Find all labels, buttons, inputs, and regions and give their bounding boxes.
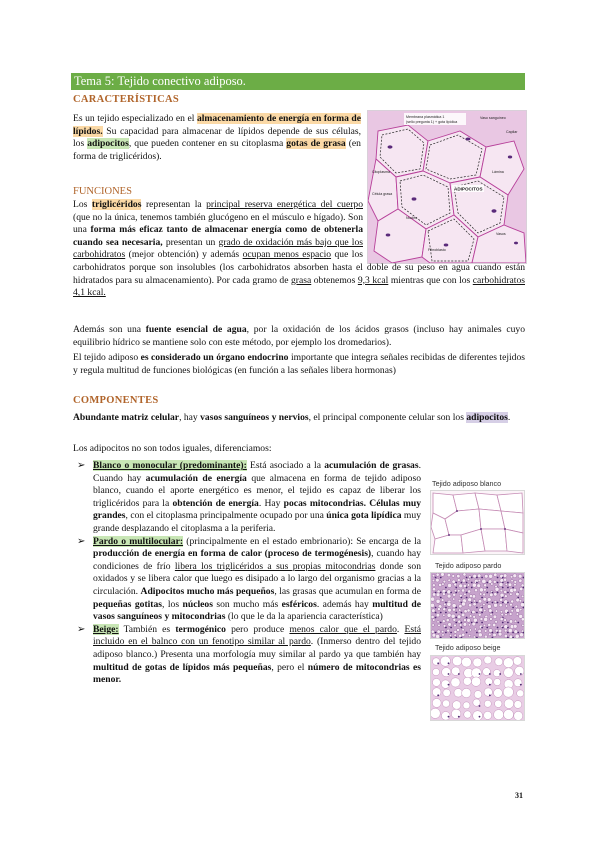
brown-adipose-label: Tejido adiposo pardo	[435, 561, 502, 570]
chapter-title: Tema 5: Tejido conectivo adiposo.	[74, 74, 246, 88]
svg-text:Vasos: Vasos	[496, 232, 506, 236]
beige-adipose-micrograph	[430, 655, 525, 721]
svg-text:ADIPOCITOS: ADIPOCITOS	[454, 186, 483, 192]
componentes-paragraph-2: Los adipocitos no son todos iguales, diferenciamos:	[73, 443, 272, 454]
componentes-paragraph-1: Abundante matriz celular, hay vasos sanguíneos y nervios, el principal componente celular son los adipocitos.	[73, 412, 511, 423]
svg-text:Vaso sanguíneo: Vaso sanguíneo	[480, 116, 506, 120]
svg-text:Célula grasa: Célula grasa	[372, 192, 393, 196]
caracteristicas-paragraph: Es un tejido especializado en el almacenamiento de energía en forma de lípidos. Su capacidad para almacenar de lípidos depende de sus células, los adipocitos, que pueden contener en su citoplasma gotas de grasa (en forma de triglicéridos).	[73, 113, 362, 162]
componentes-title: COMPONENTES	[73, 395, 159, 406]
funciones-paragraph-2: Además son una fuente esencial de agua, por la oxidación de los ácidos grasos (incluso hay animales cuyo equilibrio hídrico se mantiene solo con este método, por ejemplo los dromedarios).	[73, 324, 525, 348]
brown-adipose-micrograph	[430, 572, 525, 639]
adipocyte-types-list	[73, 460, 421, 687]
caracteristicas-title: CARACTERÍSTICAS	[73, 94, 180, 105]
list-item-beige: ➢ Beige: También es termogénico pero produce menos calor que el pardo. Está incluido en el balnco con un fenotipo similar al pardo. (Inmerso dentro del tejido adiposo blanco.) Presenta una morfología muy similar al pardo ya que también hay multitud de gotas de lípidos más pequeñas, pero el número de mitocondrias es menor.	[77, 623, 421, 686]
chapter-header	[71, 73, 525, 90]
svg-text:Membrana plasmática 1: Membrana plasmática 1	[406, 115, 445, 119]
white-adipose-micrograph	[430, 490, 525, 555]
svg-text:Lámina: Lámina	[492, 170, 504, 174]
svg-text:Citoplasma: Citoplasma	[372, 170, 390, 174]
page-number: 31	[515, 791, 523, 800]
funciones-paragraph-3: El tejido adiposo es considerado un órgano endocrino importante que integra señales recibidas de diferentes tejidos y regula multitud de funciones biológicas (en función a las señales libera hormonas)	[73, 352, 525, 376]
svg-text:Capilar: Capilar	[506, 130, 518, 134]
list-item-blanco: ➢ Blanco o monocular (predominante): Está asociado a la acumulación de grasas. Cuando hay acumulación de energía que almacena en forma de tejido adiposo blanco, cuando el aporte energético es menor, el tejido es capaz de liberar los triglicéridos para la obtención de energía. Hay pocas mitocondrias. Células muy grandes, con el citoplasma principalmente ocupado por una única gota lipídica muy grande desplazando el citoplasma a la periferia.	[77, 460, 422, 534]
white-adipose-label: Tejido adiposo blanco	[432, 479, 502, 488]
svg-text:Fibroblasto: Fibroblasto	[428, 248, 446, 252]
funciones-paragraph-1: Los triglicéridos representan la principal reserva energética del cuerpo (que no la única, tenemos también glucógeno en el músculo e hígado). Son una forma más eficaz tanto de almacenar energía como de obtenerla cuando sea necesaria, presentan un grado de oxidación más bajo que los carbohidratos (mejor obtención) y además ocupan menos espacio que los carbohidratos porque son insolubles (los carbohidratos absorben hasta el doble de su peso en agua cuando están hidratados para su almacenamiento). Por cada gramo de grasa obtenemos 9,3 kcal mientras que con los carbohidratos 4,1 kcal.	[73, 199, 525, 299]
funciones-title: FUNCIONES	[73, 186, 132, 197]
svg-text:(sello pregunta 1) + gota lipí: (sello pregunta 1) + gota lipídica	[406, 120, 458, 124]
svg-text:Núcleo: Núcleo	[406, 216, 418, 220]
list-item-pardo: ➢ Pardo o multilocular: (principalmente en el estado embrionario): Se encarga de la producción de energía en forma de calor (proceso de termogénesis), cuando hay condiciones de frío libera los triglicéridos a sus propias mitocondrias donde son oxidados y se libera calor que luego es disipado a lo largo del organismo gracias a la circulación. Adipocitos mucho más pequeños, las grasas que acumulan en forma de pequeñas gotitas, los núcleos son mucho más esféricos. además hay multitud de vasos sanguíneos y mitocondrias (lo que le da la apariencia característica)	[77, 535, 421, 623]
beige-adipose-label: Tejido adiposo beige	[435, 643, 501, 652]
